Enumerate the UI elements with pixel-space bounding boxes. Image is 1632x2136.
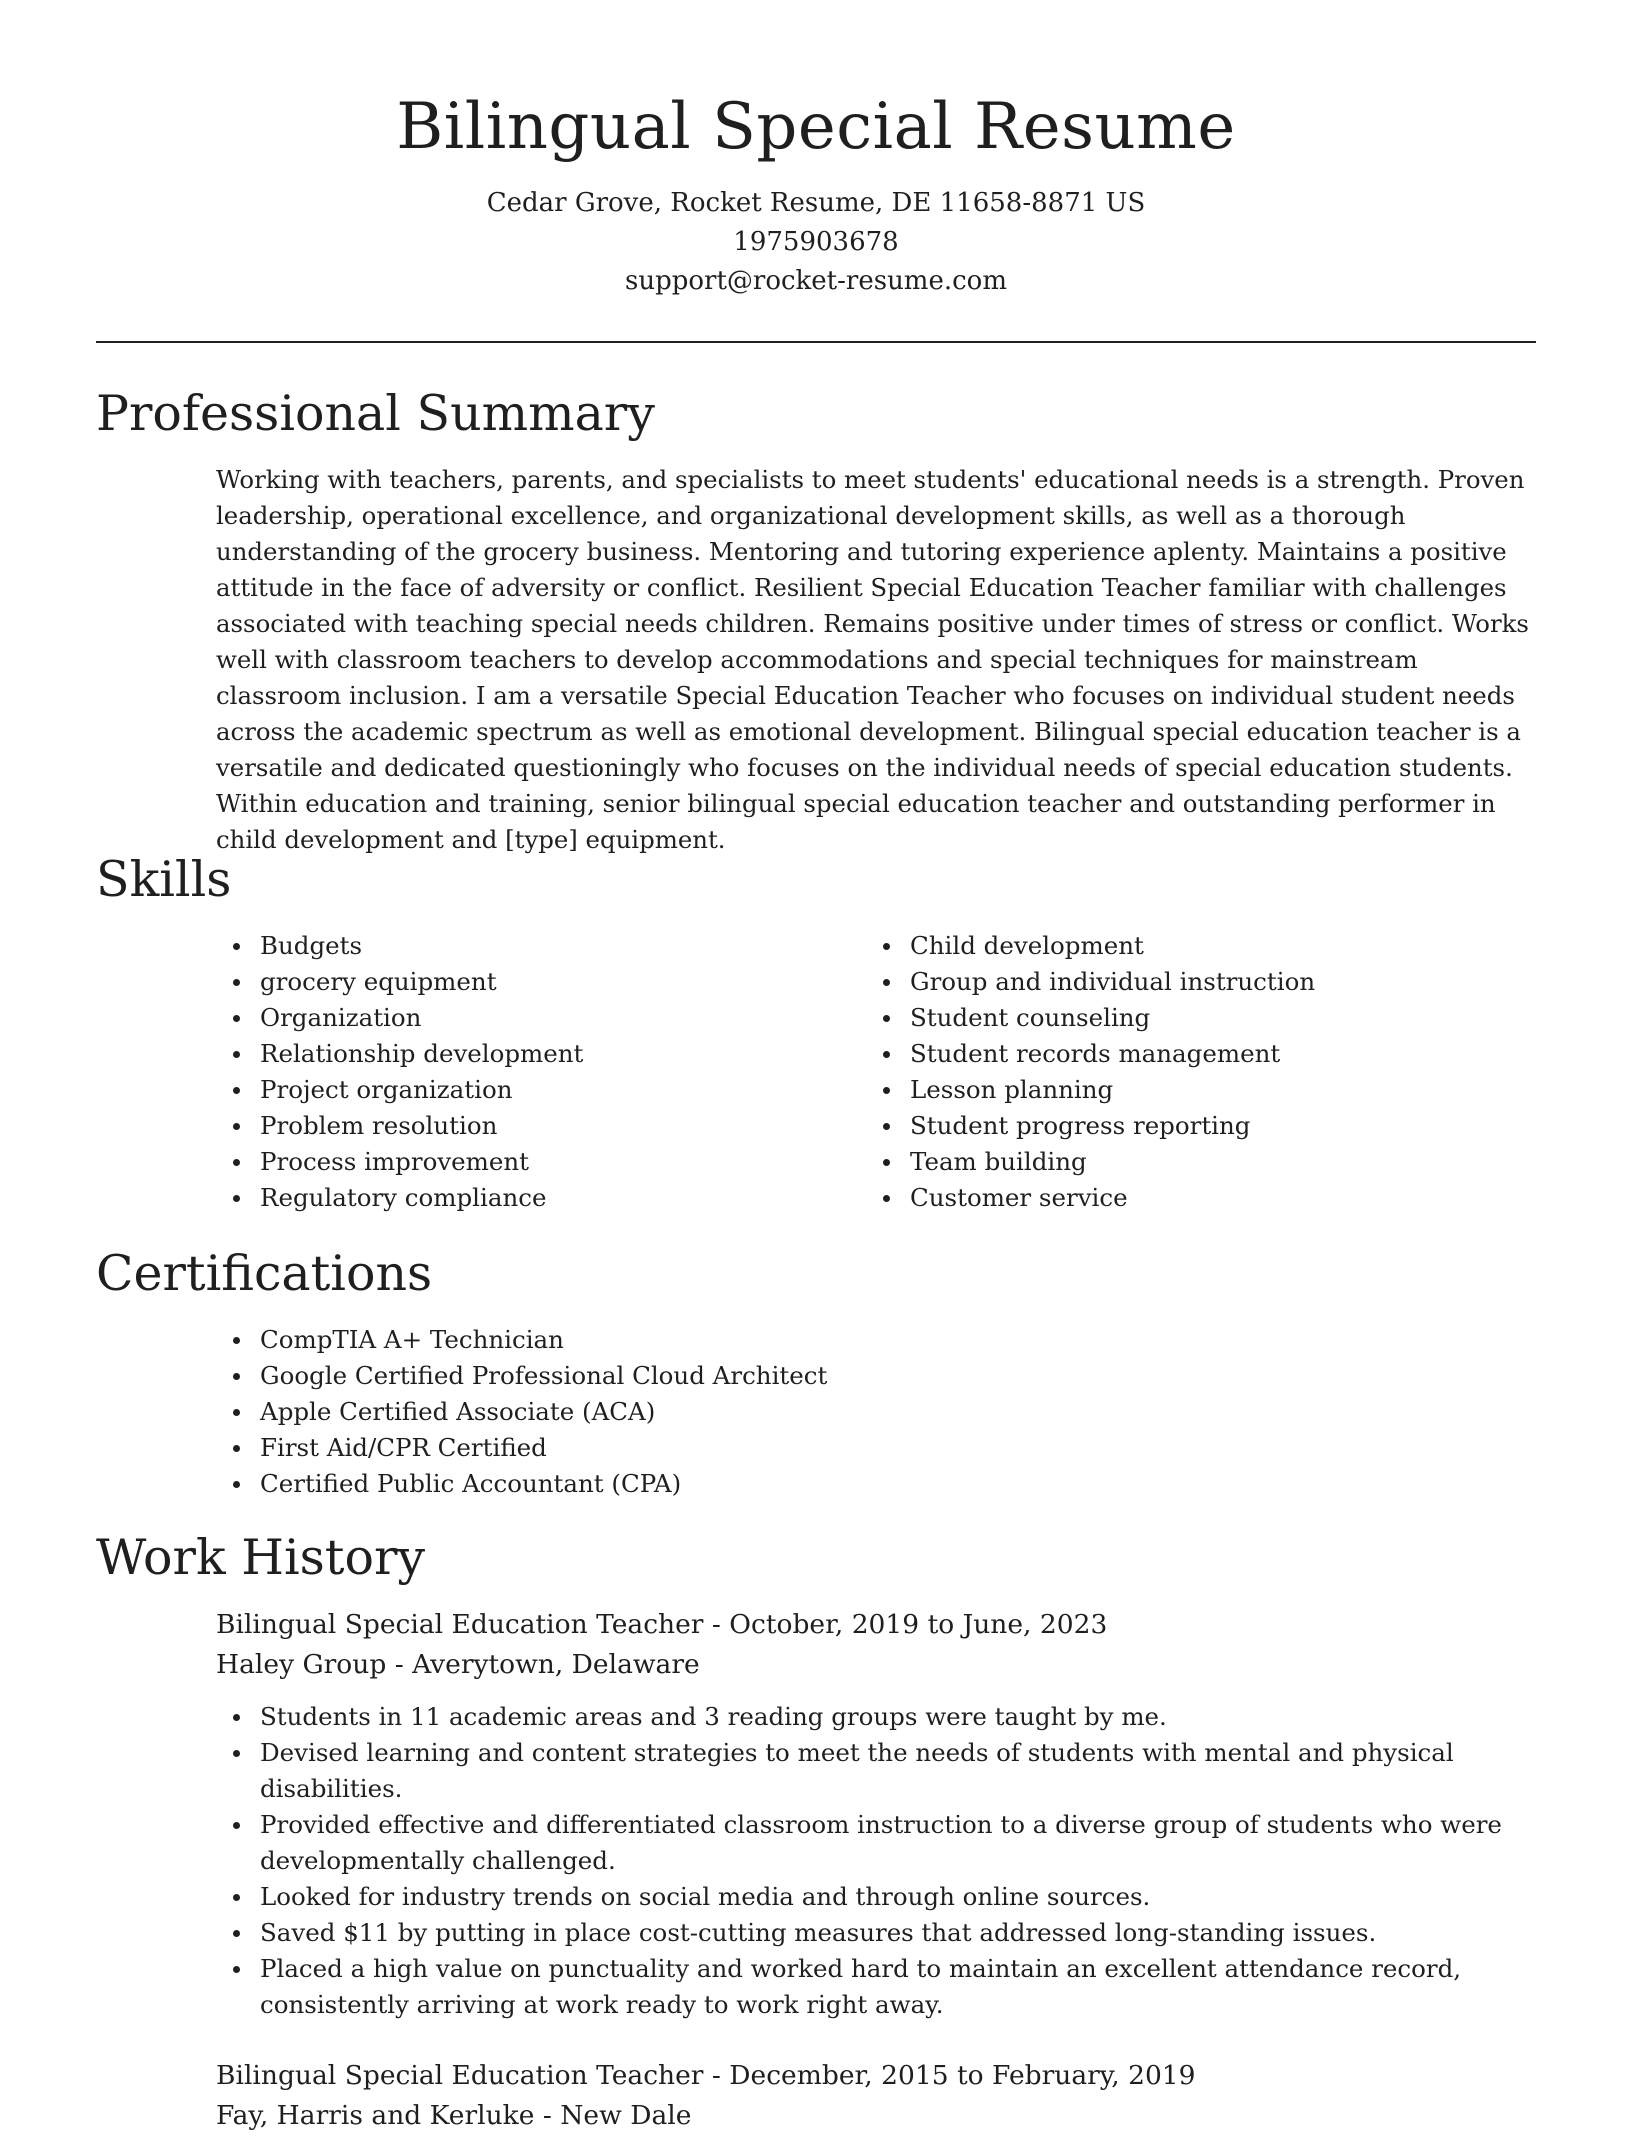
job-2-location: New Dale: [560, 2100, 692, 2131]
job-1-title-line: [216, 1605, 1107, 1645]
job-2-company-separator: -: [534, 2100, 561, 2131]
contact-phone: 1975903678: [733, 227, 899, 257]
list-item: Devised learning and content strategies to meet the needs of students with mental and physical disabilities.: [216, 1735, 1536, 1807]
list-item: Google Certified Professional Cloud Architect: [216, 1358, 1516, 1394]
list-item: Group and individual instruction: [866, 964, 1506, 1000]
list-item: Lesson planning: [866, 1072, 1506, 1108]
resume-name: Bilingual Special Resume: [396, 90, 1236, 164]
list-item: Problem resolution: [216, 1108, 856, 1144]
list-item: Apple Certified Associate (ACA): [216, 1394, 1516, 1430]
section-title-summary: Professional Summary: [96, 385, 655, 442]
job-1-bullets: [216, 1699, 1536, 2023]
job-1-position: Bilingual Special Education Teacher: [216, 1609, 704, 1640]
section-title-work-history: Work History: [96, 1529, 426, 1586]
list-item: Student records management: [866, 1036, 1506, 1072]
summary-text: Working with teachers, parents, and specialists to meet students' educational needs is a strength. Proven leadership, operational excellence, and organizational development skills, as well as a thorough understanding of the grocery business. Mentoring and tutoring experience aplenty. Maintains a positive attitude in the face of adversity or conflict. Resilient Special Education Teacher familiar with challenges associated with teaching special needs children. Remains positive under times of stress or conflict. Works well with classroom teachers to develop accommodations and special techniques for mainstream classroom inclusion. I am a versatile Special Education Teacher who focuses on individual student needs across the academic spectrum as well as emotional development. Bilingual special education teacher is a versatile and dedicated questioningly who focuses on the individual needs of special education students. Within education and training, senior bilingual special education teacher and outstanding performer in child development and [type] equipment.: [216, 465, 1529, 854]
list-item: Student progress reporting: [866, 1108, 1506, 1144]
list-item: Certified Public Accountant (CPA): [216, 1466, 1516, 1502]
header-divider: [96, 341, 1536, 343]
list-item: Placed a high value on punctuality and worked hard to maintain an excellent attendance record, consistently arriving at work ready to work right away.: [216, 1951, 1536, 2023]
certifications-list: [216, 1322, 1516, 1502]
list-item: Looked for industry trends on social media and through online sources.: [216, 1879, 1536, 1915]
list-item: Project organization: [216, 1072, 856, 1108]
list-item: Relationship development: [216, 1036, 856, 1072]
list-item: Customer service: [866, 1180, 1506, 1216]
resume-header: [0, 0, 1632, 301]
section-title-certifications: Certifications: [96, 1245, 433, 1302]
job-1-company: Haley Group: [216, 1649, 387, 1680]
job-1-location: Averytown, Delaware: [412, 1649, 700, 1680]
job-1-separator: -: [703, 1609, 730, 1640]
job-1-company-separator: -: [386, 1649, 413, 1680]
job-2-company: Fay, Harris and Kerluke: [216, 2100, 535, 2131]
list-item: First Aid/CPR Certified: [216, 1430, 1516, 1466]
list-item: Team building: [866, 1144, 1506, 1180]
job-2-title-line: [216, 2056, 1196, 2096]
list-item: Regulatory compliance: [216, 1180, 856, 1216]
job-1-dates: October, 2019 to June, 2023: [729, 1609, 1108, 1640]
list-item: Organization: [216, 1000, 856, 1036]
job-2-company-line: [216, 2096, 691, 2136]
list-item: Student counseling: [866, 1000, 1506, 1036]
list-item: Provided effective and differentiated classroom instruction to a diverse group of students who were developmentally challenged.: [216, 1807, 1536, 1879]
job-2-position: Bilingual Special Education Teacher: [216, 2060, 704, 2091]
contact-address: Cedar Grove, Rocket Resume, DE 11658-8871 US: [486, 188, 1146, 218]
job-2-dates: December, 2015 to February, 2019: [729, 2060, 1196, 2091]
skills-list-right: [866, 928, 1506, 1216]
list-item: Saved $11 by putting in place cost-cutting measures that addressed long-standing issues.: [216, 1915, 1536, 1951]
job-2-separator: -: [703, 2060, 730, 2091]
job-1-company-line: [216, 1645, 700, 1685]
list-item: CompTIA A+ Technician: [216, 1322, 1516, 1358]
list-item: grocery equipment: [216, 964, 856, 1000]
list-item: Process improvement: [216, 1144, 856, 1180]
list-item: Students in 11 academic areas and 3 reading groups were taught by me.: [216, 1699, 1536, 1735]
section-title-skills: Skills: [96, 851, 232, 908]
list-item: Budgets: [216, 928, 856, 964]
contact-email: support@rocket-resume.com: [624, 266, 1007, 296]
list-item: Child development: [866, 928, 1506, 964]
contact-info: [0, 184, 1632, 301]
skills-list-left: [216, 928, 856, 1216]
